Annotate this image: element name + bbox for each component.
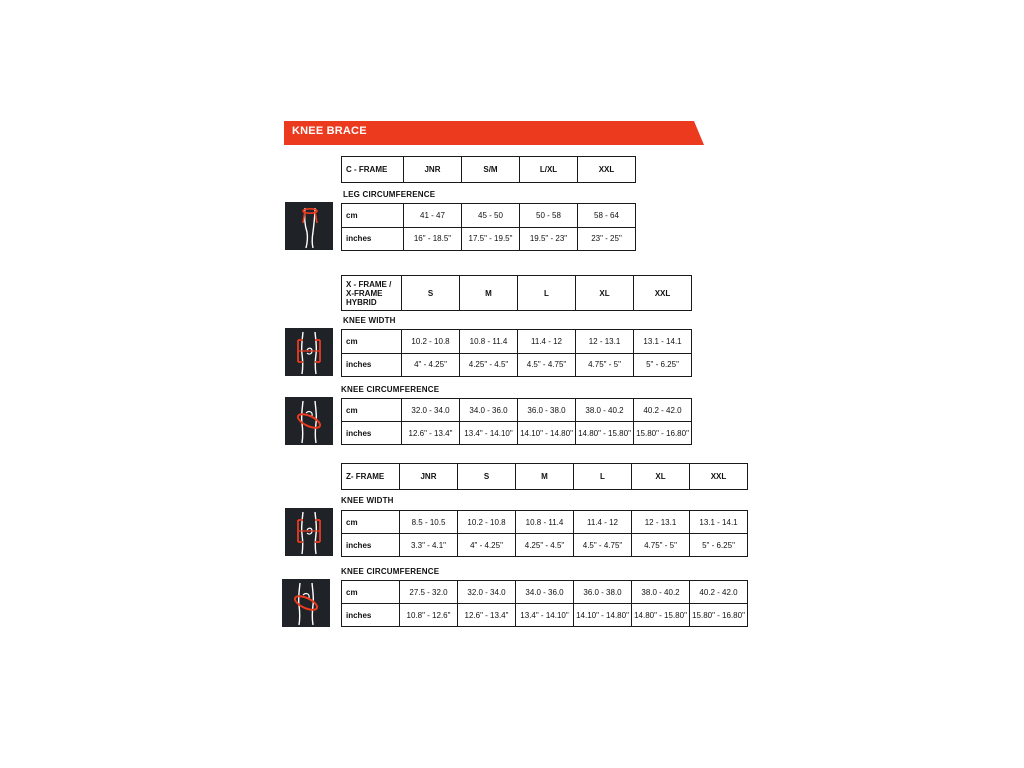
value-cell: 5" - 6.25" bbox=[634, 353, 692, 377]
frame-label-line: HYBRID bbox=[346, 297, 377, 307]
value-cell: 10.8" - 12.6" bbox=[400, 604, 458, 627]
value-cell: 36.0 - 38.0 bbox=[574, 581, 632, 604]
knee-circumference-icon bbox=[282, 579, 330, 627]
value-cell: 13.1 - 14.1 bbox=[690, 511, 748, 534]
value-cell: 40.2 - 42.0 bbox=[634, 399, 692, 422]
size-cell: XXL bbox=[634, 276, 692, 311]
unit-label: inches bbox=[342, 534, 400, 557]
value-cell: 14.80" - 15.80" bbox=[632, 604, 690, 627]
value-cell: 34.0 - 36.0 bbox=[460, 399, 518, 422]
table-row bbox=[342, 204, 636, 228]
value-cell: 4.5" - 4.75" bbox=[518, 353, 576, 377]
knee-circumference-icon bbox=[285, 397, 333, 445]
size-cell: M bbox=[516, 464, 574, 490]
value-cell: 4.25" - 4.5" bbox=[460, 353, 518, 377]
value-cell: 4.25" - 4.5" bbox=[516, 534, 574, 557]
unit-label: cm bbox=[342, 330, 402, 354]
value-cell: 36.0 - 38.0 bbox=[518, 399, 576, 422]
unit-label: cm bbox=[342, 204, 404, 228]
section-label-knee-circumference: KNEE CIRCUMFERENCE bbox=[341, 567, 440, 576]
size-cell: L bbox=[574, 464, 632, 490]
leg-circumference-icon bbox=[285, 202, 333, 250]
value-cell: 45 - 50 bbox=[462, 204, 520, 228]
value-cell: 14.10" - 14.80" bbox=[574, 604, 632, 627]
value-cell: 13.4" - 14.10" bbox=[460, 422, 518, 445]
value-cell: 4.5" - 4.75" bbox=[574, 534, 632, 557]
title-banner bbox=[284, 121, 704, 145]
unit-label: inches bbox=[342, 422, 402, 445]
value-cell: 11.4 - 12 bbox=[518, 330, 576, 354]
page-title: KNEE BRACE bbox=[292, 125, 367, 137]
value-cell: 14.80" - 15.80" bbox=[576, 422, 634, 445]
x-frame-knee-width-table bbox=[341, 329, 692, 377]
size-cell: XXL bbox=[690, 464, 748, 490]
value-cell: 38.0 - 40.2 bbox=[632, 581, 690, 604]
section-label-leg-circumference: LEG CIRCUMFERENCE bbox=[343, 190, 436, 199]
table-row bbox=[342, 534, 748, 557]
size-cell: JNR bbox=[400, 464, 458, 490]
value-cell: 10.2 - 10.8 bbox=[458, 511, 516, 534]
size-cell: JNR bbox=[404, 157, 462, 183]
unit-label: inches bbox=[342, 353, 402, 377]
value-cell: 4.75" - 5" bbox=[632, 534, 690, 557]
value-cell: 41 - 47 bbox=[404, 204, 462, 228]
frame-label: Z- FRAME bbox=[342, 464, 400, 490]
value-cell: 12 - 13.1 bbox=[632, 511, 690, 534]
x-frame-size-header bbox=[341, 275, 692, 311]
value-cell: 34.0 - 36.0 bbox=[516, 581, 574, 604]
table-row bbox=[342, 353, 692, 377]
unit-label: inches bbox=[342, 604, 400, 627]
value-cell: 4" - 4.25" bbox=[402, 353, 460, 377]
unit-label: inches bbox=[342, 227, 404, 251]
section-label-knee-width: KNEE WIDTH bbox=[341, 496, 394, 505]
knee-width-icon bbox=[285, 508, 333, 556]
size-cell: S bbox=[458, 464, 516, 490]
value-cell: 15.80" - 16.80" bbox=[634, 422, 692, 445]
value-cell: 8.5 - 10.5 bbox=[400, 511, 458, 534]
table-row bbox=[342, 511, 748, 534]
frame-label-line: X - FRAME / bbox=[346, 279, 392, 289]
value-cell: 12.6" - 13.4" bbox=[402, 422, 460, 445]
frame-label: C - FRAME bbox=[342, 157, 404, 183]
value-cell: 11.4 - 12 bbox=[574, 511, 632, 534]
size-cell: L/XL bbox=[520, 157, 578, 183]
size-cell: XL bbox=[576, 276, 634, 311]
x-frame-knee-circumference-table bbox=[341, 398, 692, 445]
value-cell: 40.2 - 42.0 bbox=[690, 581, 748, 604]
value-cell: 13.4" - 14.10" bbox=[516, 604, 574, 627]
z-frame-size-header bbox=[341, 463, 748, 490]
size-cell: L bbox=[518, 276, 576, 311]
value-cell: 13.1 - 14.1 bbox=[634, 330, 692, 354]
unit-label: cm bbox=[342, 581, 400, 604]
value-cell: 10.2 - 10.8 bbox=[402, 330, 460, 354]
size-cell: M bbox=[460, 276, 518, 311]
frame-label-line: X-FRAME bbox=[346, 288, 383, 298]
value-cell: 58 - 64 bbox=[578, 204, 636, 228]
value-cell: 15.80" - 16.80" bbox=[690, 604, 748, 627]
value-cell: 32.0 - 34.0 bbox=[402, 399, 460, 422]
table-row bbox=[342, 330, 692, 354]
value-cell: 19.5" - 23" bbox=[520, 227, 578, 251]
value-cell: 4" - 4.25" bbox=[458, 534, 516, 557]
size-cell: S/M bbox=[462, 157, 520, 183]
value-cell: 3.3" - 4.1" bbox=[400, 534, 458, 557]
value-cell: 17.5" - 19.5" bbox=[462, 227, 520, 251]
table-row bbox=[342, 227, 636, 251]
leg-circumference-table bbox=[341, 203, 636, 251]
value-cell: 10.8 - 11.4 bbox=[516, 511, 574, 534]
value-cell: 16" - 18.5" bbox=[404, 227, 462, 251]
table-row bbox=[342, 399, 692, 422]
frame-label bbox=[342, 276, 402, 311]
table-row bbox=[342, 604, 748, 627]
value-cell: 38.0 - 40.2 bbox=[576, 399, 634, 422]
value-cell: 4.75" - 5" bbox=[576, 353, 634, 377]
c-frame-size-header bbox=[341, 156, 636, 183]
size-cell: S bbox=[402, 276, 460, 311]
value-cell: 14.10" - 14.80" bbox=[518, 422, 576, 445]
value-cell: 23" - 25" bbox=[578, 227, 636, 251]
value-cell: 10.8 - 11.4 bbox=[460, 330, 518, 354]
unit-label: cm bbox=[342, 511, 400, 534]
value-cell: 27.5 - 32.0 bbox=[400, 581, 458, 604]
size-cell: XXL bbox=[578, 157, 636, 183]
size-cell: XL bbox=[632, 464, 690, 490]
table-row bbox=[342, 422, 692, 445]
section-label-knee-width: KNEE WIDTH bbox=[343, 316, 396, 325]
z-frame-knee-circumference-table bbox=[341, 580, 748, 627]
value-cell: 50 - 58 bbox=[520, 204, 578, 228]
unit-label: cm bbox=[342, 399, 402, 422]
section-label-knee-circumference: KNEE CIRCUMFERENCE bbox=[341, 385, 440, 394]
table-row bbox=[342, 581, 748, 604]
value-cell: 12 - 13.1 bbox=[576, 330, 634, 354]
value-cell: 32.0 - 34.0 bbox=[458, 581, 516, 604]
value-cell: 5" - 6.25" bbox=[690, 534, 748, 557]
value-cell: 12.6" - 13.4" bbox=[458, 604, 516, 627]
z-frame-knee-width-table bbox=[341, 510, 748, 557]
knee-width-icon bbox=[285, 328, 333, 376]
